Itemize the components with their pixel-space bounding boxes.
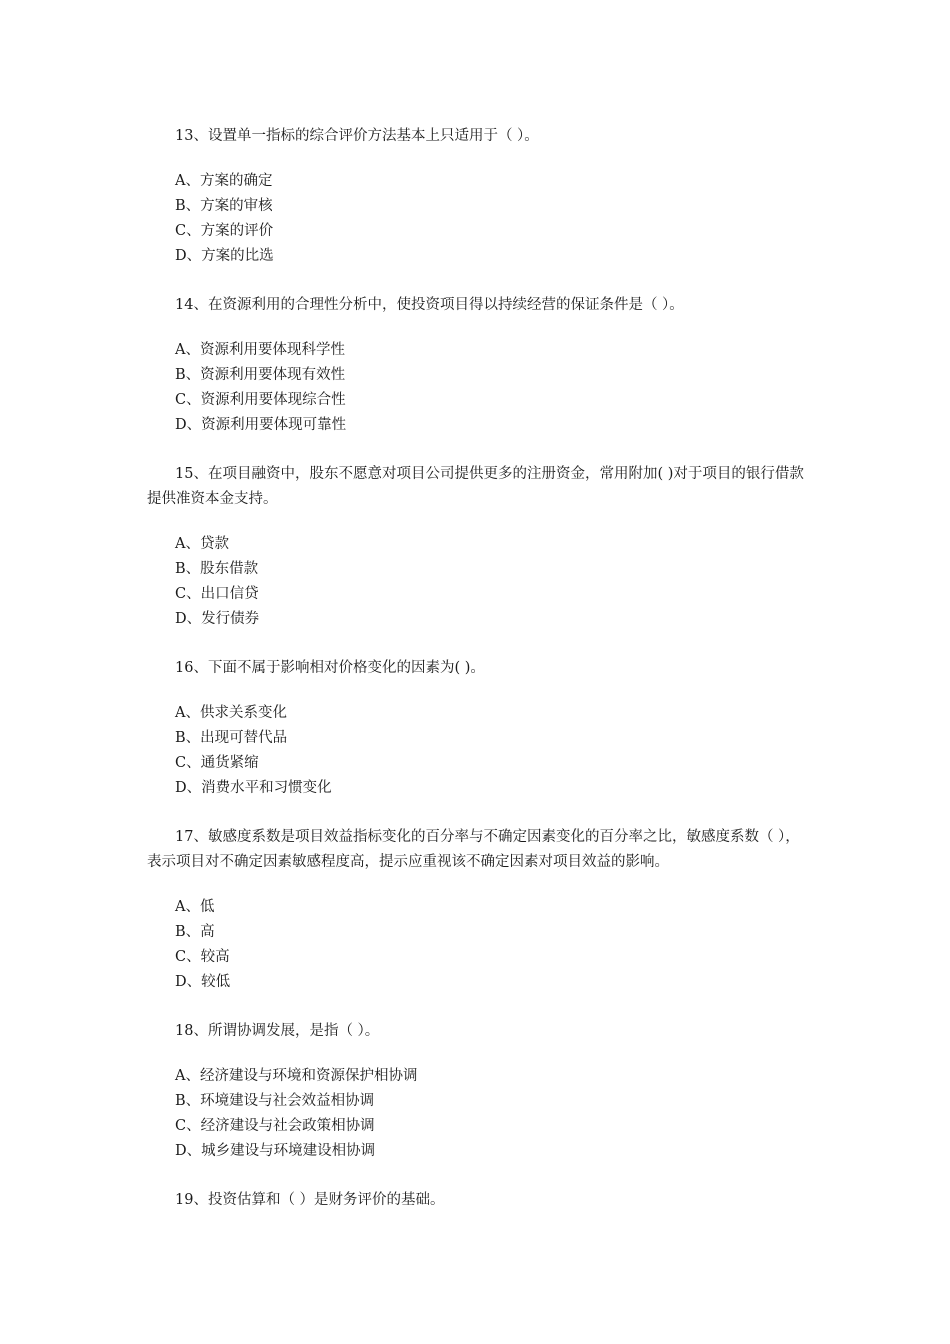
option-b: B、方案的审核	[175, 198, 273, 214]
option-list	[147, 895, 812, 995]
option-a: A、方案的确定	[175, 173, 273, 189]
option-list	[147, 169, 812, 269]
option-b: B、资源利用要体现有效性	[175, 367, 346, 383]
question-19	[147, 1188, 812, 1213]
option-list	[147, 338, 812, 438]
option-d: D、发行债券	[175, 611, 260, 627]
option-c: C、资源利用要体现综合性	[175, 392, 346, 408]
option-d: D、资源利用要体现可靠性	[175, 417, 347, 433]
option-a: A、资源利用要体现科学性	[175, 342, 345, 358]
question-13	[147, 124, 812, 269]
option-c: C、通货紧缩	[175, 755, 259, 771]
question-stem: 13、设置单一指标的综合评价方法基本上只适用于（ ）。	[175, 128, 539, 144]
question-stem: 14、在资源利用的合理性分析中，使投资项目得以持续经营的保证条件是（ ）。	[175, 297, 684, 313]
option-a: A、供求关系变化	[175, 705, 287, 721]
question-stem: 16、下面不属于影响相对价格变化的因素为( )。	[175, 660, 485, 676]
option-d: D、消费水平和习惯变化	[175, 780, 332, 796]
option-b: B、高	[175, 924, 215, 940]
option-c: C、方案的评价	[175, 223, 274, 239]
question-16	[147, 656, 812, 801]
option-list	[147, 701, 812, 801]
option-b: B、环境建设与社会效益相协调	[175, 1093, 375, 1109]
option-c: C、较高	[175, 949, 230, 965]
question-stem: 17、敏感度系数是项目效益指标变化的百分率与不确定因素变化的百分率之比，敏感度系数（ ），表示项目对不确定因素敏感程度高，提示应重视该不确定因素对项目效益的影响。	[147, 829, 800, 870]
question-15	[147, 462, 812, 632]
option-d: D、城乡建设与环境建设相协调	[175, 1143, 376, 1159]
option-c: C、出口信贷	[175, 586, 259, 602]
option-b: B、出现可替代品	[175, 730, 288, 746]
option-list	[147, 1064, 812, 1164]
option-d: D、方案的比选	[175, 248, 274, 264]
option-b: B、股东借款	[175, 561, 259, 577]
question-stem: 19、投资估算和（ ）是财务评价的基础。	[175, 1192, 445, 1208]
question-stem: 15、在项目融资中，股东不愿意对项目公司提供更多的注册资金，常用附加( )对于项目的银行借款提供准资本金支持。	[147, 466, 804, 507]
option-c: C、经济建设与社会政策相协调	[175, 1118, 375, 1134]
option-d: D、较低	[175, 974, 231, 990]
question-stem: 18、所谓协调发展，是指（ ）。	[175, 1023, 380, 1039]
question-18	[147, 1019, 812, 1164]
option-list	[147, 532, 812, 632]
option-a: A、贷款	[175, 536, 229, 552]
question-14	[147, 293, 812, 438]
option-a: A、低	[175, 899, 215, 915]
question-17	[147, 825, 812, 995]
option-a: A、经济建设与环境和资源保护相协调	[175, 1068, 418, 1084]
